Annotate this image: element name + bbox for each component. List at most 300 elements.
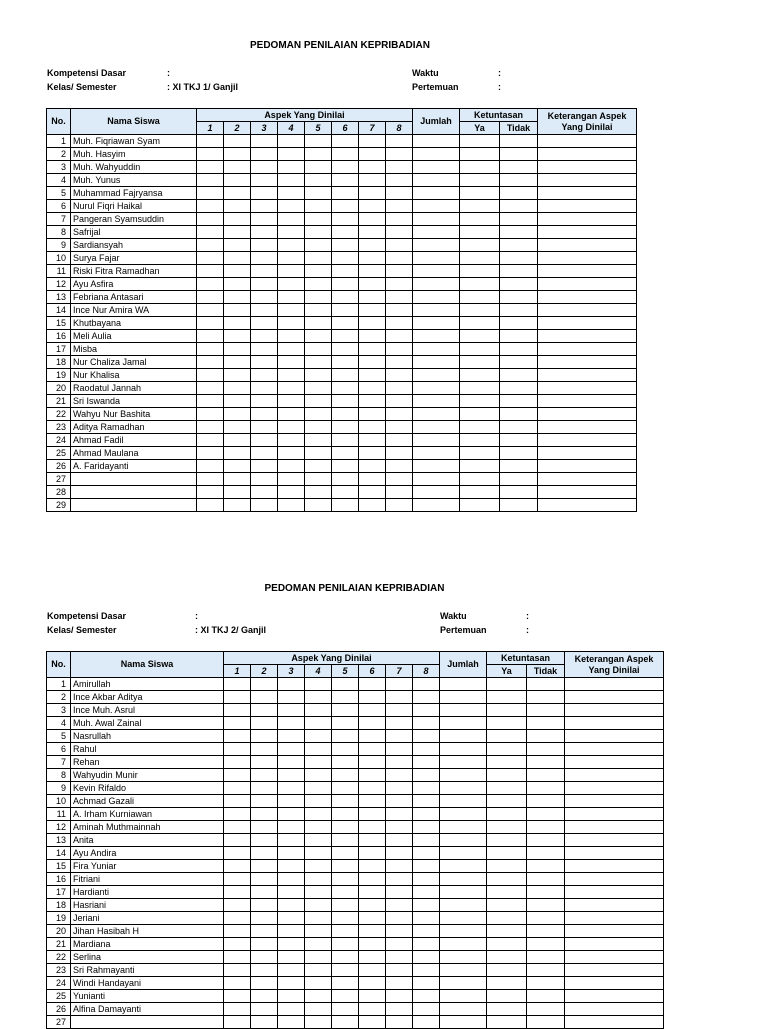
score-cell (332, 148, 359, 161)
header-nama-siswa: Nama Siswa (71, 109, 197, 135)
score-cell (386, 743, 413, 756)
score-cell (440, 717, 487, 730)
score-cell (278, 1016, 305, 1029)
score-cell (440, 899, 487, 912)
student-name: Fitriani (71, 873, 224, 886)
score-cell (386, 213, 413, 226)
score-cell (527, 1003, 565, 1016)
score-cell (278, 782, 305, 795)
score-cell (487, 1003, 527, 1016)
score-cell (197, 356, 224, 369)
score-cell (538, 395, 637, 408)
header-aspek: Aspek Yang Dinilai (197, 109, 413, 122)
score-cell (224, 951, 251, 964)
score-cell (413, 1016, 440, 1029)
score-cell (332, 743, 359, 756)
student-name: Ahmad Maulana (71, 447, 197, 460)
score-cell (538, 213, 637, 226)
score-cell (386, 265, 413, 278)
score-cell (332, 226, 359, 239)
score-cell (305, 291, 332, 304)
score-cell (197, 447, 224, 460)
pertemuan-label: Pertemuan (440, 625, 487, 635)
score-cell (359, 395, 386, 408)
pertemuan-value: : (526, 625, 529, 635)
row-number: 8 (47, 226, 71, 239)
score-cell (565, 756, 664, 769)
header-aspek-number: 5 (305, 122, 332, 135)
score-cell (251, 782, 278, 795)
score-cell (305, 447, 332, 460)
score-cell (413, 1003, 440, 1016)
score-cell (386, 1016, 413, 1029)
score-cell (359, 678, 386, 691)
score-cell (224, 1016, 251, 1029)
score-cell (359, 964, 386, 977)
score-cell (332, 847, 359, 860)
score-cell (197, 343, 224, 356)
score-cell (278, 213, 305, 226)
score-cell (386, 486, 413, 499)
score-cell (386, 499, 413, 512)
row-number: 10 (47, 795, 71, 808)
score-cell (386, 200, 413, 213)
score-cell (278, 317, 305, 330)
score-cell (197, 434, 224, 447)
score-cell (413, 135, 460, 148)
score-cell (500, 447, 538, 460)
waktu-label: Waktu (440, 611, 467, 621)
score-cell (224, 304, 251, 317)
student-name: Sardiansyah (71, 239, 197, 252)
score-cell (565, 925, 664, 938)
score-cell (305, 200, 332, 213)
score-cell (251, 899, 278, 912)
header-aspek-number: 8 (386, 122, 413, 135)
student-name: Serlina (71, 951, 224, 964)
score-cell (538, 447, 637, 460)
score-cell (332, 174, 359, 187)
score-cell (527, 899, 565, 912)
score-cell (359, 743, 386, 756)
score-cell (224, 148, 251, 161)
row-number: 27 (47, 1016, 71, 1029)
score-cell (386, 730, 413, 743)
score-cell (386, 447, 413, 460)
score-cell (332, 756, 359, 769)
score-cell (224, 678, 251, 691)
score-cell (527, 717, 565, 730)
student-name: Wahyu Nur Bashita (71, 408, 197, 421)
score-cell (332, 213, 359, 226)
score-cell (565, 977, 664, 990)
header-aspek-number: 3 (278, 665, 305, 678)
table-row (47, 1003, 664, 1016)
row-number: 15 (47, 317, 71, 330)
table-row (47, 304, 637, 317)
score-cell (251, 343, 278, 356)
score-cell (565, 938, 664, 951)
score-cell (460, 369, 500, 382)
score-cell (251, 1003, 278, 1016)
score-cell (224, 239, 251, 252)
student-name: Muh. Awal Zainal (71, 717, 224, 730)
score-cell (359, 717, 386, 730)
score-cell (386, 808, 413, 821)
table-row (47, 808, 664, 821)
score-cell (305, 808, 332, 821)
table-row (47, 382, 637, 395)
score-cell (332, 291, 359, 304)
row-number: 2 (47, 691, 71, 704)
score-cell (565, 743, 664, 756)
score-cell (305, 226, 332, 239)
table-row (47, 317, 637, 330)
score-cell (487, 925, 527, 938)
score-cell (278, 395, 305, 408)
score-cell (224, 899, 251, 912)
table-row (47, 161, 637, 174)
score-cell (332, 421, 359, 434)
score-cell (440, 691, 487, 704)
row-number: 11 (47, 808, 71, 821)
score-cell (386, 678, 413, 691)
header-aspek-number: 4 (305, 665, 332, 678)
score-cell (305, 148, 332, 161)
score-cell (500, 187, 538, 200)
row-number: 4 (47, 174, 71, 187)
score-cell (440, 821, 487, 834)
score-cell (413, 161, 460, 174)
score-cell (305, 743, 332, 756)
score-cell (251, 382, 278, 395)
score-cell (386, 460, 413, 473)
header-no: No. (47, 109, 71, 135)
student-name: Hasriani (71, 899, 224, 912)
table-row (47, 447, 637, 460)
student-name (71, 486, 197, 499)
score-cell (413, 756, 440, 769)
score-cell (251, 304, 278, 317)
score-cell (332, 860, 359, 873)
score-cell (278, 717, 305, 730)
score-cell (487, 782, 527, 795)
score-cell (332, 925, 359, 938)
score-cell (460, 434, 500, 447)
score-cell (440, 795, 487, 808)
score-cell (500, 252, 538, 265)
score-cell (487, 730, 527, 743)
score-cell (413, 821, 440, 834)
student-name: Achmad Gazali (71, 795, 224, 808)
table-row (47, 977, 664, 990)
score-cell (332, 821, 359, 834)
score-cell (251, 769, 278, 782)
student-name: Kevin Rifaldo (71, 782, 224, 795)
score-cell (278, 912, 305, 925)
score-cell (197, 226, 224, 239)
score-cell (500, 317, 538, 330)
header-jumlah: Jumlah (413, 109, 460, 135)
score-cell (386, 278, 413, 291)
score-cell (251, 187, 278, 200)
score-cell (332, 1003, 359, 1016)
score-cell (224, 782, 251, 795)
score-cell (538, 486, 637, 499)
header-aspek-number: 6 (359, 665, 386, 678)
score-cell (332, 200, 359, 213)
score-cell (386, 860, 413, 873)
score-cell (197, 239, 224, 252)
section-1-meta (0, 66, 768, 96)
score-cell (440, 847, 487, 860)
score-cell (305, 473, 332, 486)
score-cell (359, 187, 386, 200)
score-cell (500, 408, 538, 421)
score-cell (413, 473, 460, 486)
score-cell (413, 860, 440, 873)
score-cell (527, 860, 565, 873)
score-cell (538, 382, 637, 395)
table-row (47, 499, 637, 512)
score-cell (224, 795, 251, 808)
header-aspek-number: 6 (332, 122, 359, 135)
score-cell (527, 977, 565, 990)
score-cell (487, 886, 527, 899)
table-row (47, 821, 664, 834)
score-cell (413, 187, 460, 200)
score-cell (224, 291, 251, 304)
score-cell (565, 951, 664, 964)
score-cell (332, 395, 359, 408)
score-cell (440, 860, 487, 873)
student-name: Jihan Hasibah H (71, 925, 224, 938)
row-number: 17 (47, 886, 71, 899)
row-number: 1 (47, 678, 71, 691)
table-row (47, 135, 637, 148)
score-cell (224, 743, 251, 756)
score-cell (538, 161, 637, 174)
score-cell (527, 808, 565, 821)
student-name: Meli Aulia (71, 330, 197, 343)
row-number: 13 (47, 834, 71, 847)
score-cell (487, 977, 527, 990)
table-row (47, 1016, 664, 1029)
score-cell (251, 317, 278, 330)
score-cell (224, 730, 251, 743)
score-cell (251, 460, 278, 473)
student-name: Raodatul Jannah (71, 382, 197, 395)
score-cell (278, 291, 305, 304)
score-cell (413, 447, 460, 460)
score-cell (251, 369, 278, 382)
score-cell (224, 938, 251, 951)
score-cell (359, 782, 386, 795)
header-ketuntasan: Ketuntasan (460, 109, 538, 122)
score-cell (500, 343, 538, 356)
score-cell (386, 886, 413, 899)
score-cell (332, 730, 359, 743)
score-cell (487, 873, 527, 886)
score-cell (224, 447, 251, 460)
score-cell (251, 743, 278, 756)
score-cell (413, 213, 460, 226)
score-cell (500, 226, 538, 239)
score-cell (251, 499, 278, 512)
row-number: 6 (47, 200, 71, 213)
score-cell (500, 395, 538, 408)
score-cell (278, 951, 305, 964)
waktu-value: : (498, 68, 501, 78)
score-cell (305, 330, 332, 343)
score-cell (359, 161, 386, 174)
score-cell (224, 187, 251, 200)
score-cell (413, 278, 460, 291)
score-cell (460, 447, 500, 460)
score-cell (278, 756, 305, 769)
score-cell (460, 395, 500, 408)
header-aspek-number: 4 (278, 122, 305, 135)
score-cell (359, 730, 386, 743)
table-row (47, 395, 637, 408)
table-row (47, 239, 637, 252)
score-cell (332, 912, 359, 925)
score-cell (332, 434, 359, 447)
score-cell (538, 252, 637, 265)
student-name: Ince Muh. Asrul (71, 704, 224, 717)
score-cell (460, 408, 500, 421)
score-cell (359, 278, 386, 291)
score-cell (332, 317, 359, 330)
score-cell (413, 704, 440, 717)
row-number: 15 (47, 860, 71, 873)
student-name: Amirullah (71, 678, 224, 691)
student-name: Ayu Andira (71, 847, 224, 860)
score-cell (413, 899, 440, 912)
student-name: Nurul Fiqri Haikal (71, 200, 197, 213)
score-cell (460, 187, 500, 200)
score-cell (305, 161, 332, 174)
score-cell (538, 317, 637, 330)
score-cell (359, 834, 386, 847)
student-name: Mardiana (71, 938, 224, 951)
score-cell (413, 265, 460, 278)
table-row (47, 148, 637, 161)
section-1-title: PEDOMAN PENILAIAN KEPRIBADIAN (249, 40, 430, 51)
score-cell (527, 756, 565, 769)
score-cell (359, 925, 386, 938)
row-number: 19 (47, 369, 71, 382)
score-cell (440, 873, 487, 886)
score-cell (538, 421, 637, 434)
score-cell (278, 343, 305, 356)
score-cell (251, 252, 278, 265)
score-cell (538, 330, 637, 343)
score-cell (359, 135, 386, 148)
score-cell (538, 291, 637, 304)
table-row (47, 782, 664, 795)
score-cell (440, 886, 487, 899)
student-name: Fira Yuniar (71, 860, 224, 873)
row-number: 26 (47, 1003, 71, 1016)
score-cell (305, 369, 332, 382)
header-keterangan: Keterangan Aspek Yang Dinilai (538, 109, 637, 135)
table-row (47, 899, 664, 912)
table-row (47, 174, 637, 187)
score-cell (440, 951, 487, 964)
score-cell (305, 343, 332, 356)
score-cell (527, 834, 565, 847)
pertemuan-label: Pertemuan (412, 82, 459, 92)
score-cell (224, 821, 251, 834)
student-name: Muhammad Fajryansa (71, 187, 197, 200)
score-cell (224, 460, 251, 473)
score-cell (440, 964, 487, 977)
score-cell (413, 678, 440, 691)
score-cell (538, 369, 637, 382)
row-number: 25 (47, 990, 71, 1003)
score-cell (305, 873, 332, 886)
score-cell (565, 704, 664, 717)
score-cell (305, 187, 332, 200)
score-cell (500, 330, 538, 343)
score-cell (224, 200, 251, 213)
score-cell (332, 691, 359, 704)
score-cell (332, 187, 359, 200)
score-cell (413, 808, 440, 821)
score-cell (359, 408, 386, 421)
score-cell (487, 743, 527, 756)
score-cell (538, 343, 637, 356)
row-number: 18 (47, 899, 71, 912)
student-name (71, 499, 197, 512)
score-cell (440, 912, 487, 925)
score-cell (359, 691, 386, 704)
score-cell (565, 782, 664, 795)
score-cell (527, 886, 565, 899)
score-cell (413, 834, 440, 847)
score-cell (224, 395, 251, 408)
student-name: Febriana Antasari (71, 291, 197, 304)
score-cell (251, 730, 278, 743)
score-cell (440, 730, 487, 743)
score-cell (386, 938, 413, 951)
score-cell (440, 808, 487, 821)
row-number: 25 (47, 447, 71, 460)
student-name: Jeriani (71, 912, 224, 925)
score-cell (224, 213, 251, 226)
score-cell (197, 291, 224, 304)
score-cell (440, 925, 487, 938)
header-aspek-number: 7 (359, 122, 386, 135)
table-row (47, 834, 664, 847)
score-cell (565, 1016, 664, 1029)
score-cell (224, 717, 251, 730)
score-cell (440, 977, 487, 990)
row-number: 24 (47, 434, 71, 447)
score-cell (305, 964, 332, 977)
table-row (47, 886, 664, 899)
score-cell (386, 330, 413, 343)
score-cell (332, 408, 359, 421)
score-cell (332, 499, 359, 512)
score-cell (538, 265, 637, 278)
score-cell (500, 369, 538, 382)
score-cell (332, 369, 359, 382)
score-cell (527, 951, 565, 964)
score-cell (332, 808, 359, 821)
score-cell (251, 938, 278, 951)
